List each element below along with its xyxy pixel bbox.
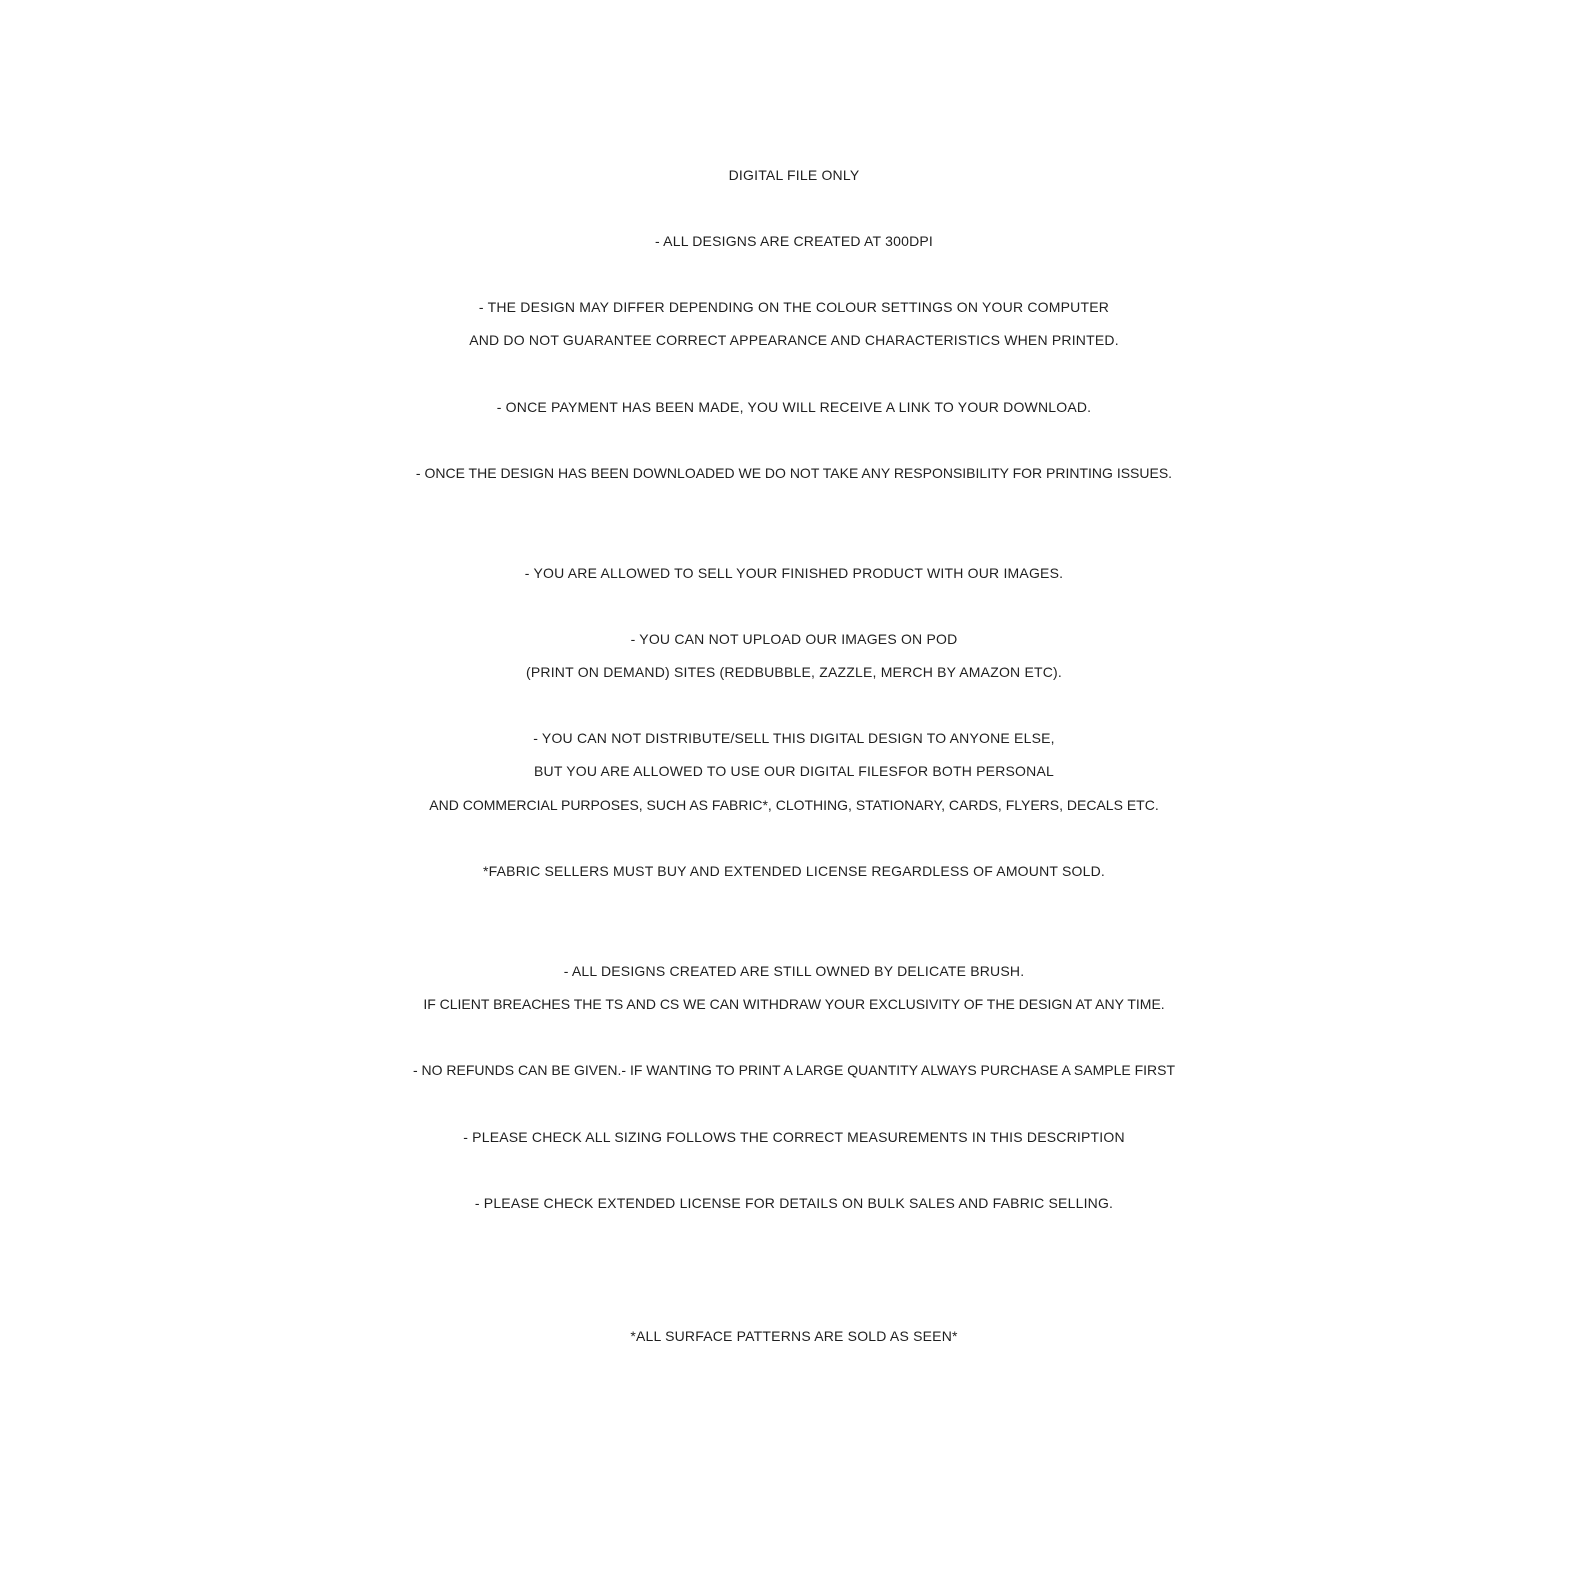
notice-line: - YOU CAN NOT DISTRIBUTE/SELL THIS DIGITAL DESIGN TO ANYONE ELSE, xyxy=(533,730,1055,746)
notice-line: *FABRIC SELLERS MUST BUY AND EXTENDED LICENSE REGARDLESS OF AMOUNT SOLD. xyxy=(482,863,1105,879)
notice-line: - ONCE PAYMENT HAS BEEN MADE, YOU WILL RECEIVE A LINK TO YOUR DOWNLOAD. xyxy=(496,399,1092,415)
notice-line: - NO REFUNDS CAN BE GIVEN.- IF WANTING TO PRINT A LARGE QUANTITY ALWAYS PURCHASE A SAMPLE FIRST xyxy=(412,1062,1176,1078)
notice-line: - ONCE THE DESIGN HAS BEEN DOWNLOADED WE DO NOT TAKE ANY RESPONSIBILITY FOR PRINTING ISSUES. xyxy=(415,465,1173,481)
notice-line: - YOU CAN NOT UPLOAD OUR IMAGES ON POD xyxy=(630,631,958,647)
notice-line: - PLEASE CHECK ALL SIZING FOLLOWS THE CORRECT MEASUREMENTS IN THIS DESCRIPTION xyxy=(463,1129,1125,1145)
notice-line: - PLEASE CHECK EXTENDED LICENSE FOR DETAILS ON BULK SALES AND FABRIC SELLING. xyxy=(474,1195,1114,1211)
notice-line: - ALL DESIGNS CREATED ARE STILL OWNED BY DELICATE BRUSH. xyxy=(563,963,1025,979)
notice-line: AND DO NOT GUARANTEE CORRECT APPEARANCE AND CHARACTERISTICS WHEN PRINTED. xyxy=(469,332,1119,348)
notice-line: BUT YOU ARE ALLOWED TO USE OUR DIGITAL FILESFOR BOTH PERSONAL xyxy=(534,763,1054,779)
notice-line: IF CLIENT BREACHES THE TS AND CS WE CAN WITHDRAW YOUR EXCLUSIVITY OF THE DESIGN AT ANY TIME. xyxy=(423,996,1165,1012)
notice-line: (PRINT ON DEMAND) SITES (REDBUBBLE, ZAZZLE, MERCH BY AMAZON ETC). xyxy=(526,664,1062,680)
notice-line: - THE DESIGN MAY DIFFER DEPENDING ON THE COLOUR SETTINGS ON YOUR COMPUTER xyxy=(478,299,1110,315)
notice-line: - YOU ARE ALLOWED TO SELL YOUR FINISHED PRODUCT WITH OUR IMAGES. xyxy=(524,565,1064,581)
notice-line: - ALL DESIGNS ARE CREATED AT 300DPI xyxy=(654,233,934,249)
notice-line: AND COMMERCIAL PURPOSES, SUCH AS FABRIC*, CLOTHING, STATIONARY, CARDS, FLYERS, DECALS ETC. xyxy=(429,797,1159,813)
notice-title: DIGITAL FILE ONLY xyxy=(728,167,860,183)
notice-footer: *ALL SURFACE PATTERNS ARE SOLD AS SEEN* xyxy=(630,1328,958,1344)
